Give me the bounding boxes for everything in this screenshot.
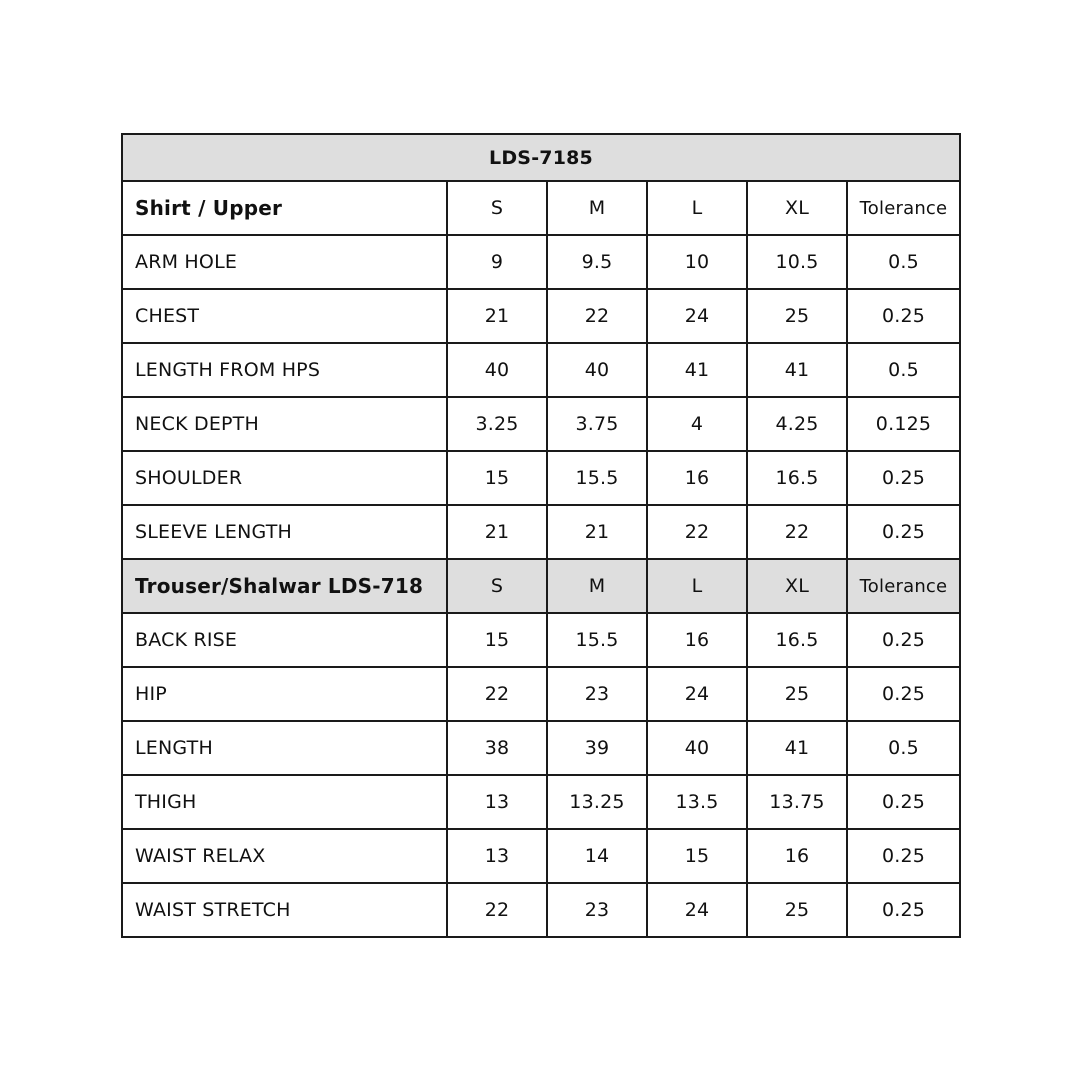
size-value: 4 [647,397,747,451]
size-value: 13 [447,775,547,829]
size-value: 22 [447,883,547,937]
size-header-xl: XL [747,559,847,613]
trouser-header-row [122,559,960,613]
size-value: 16.5 [747,451,847,505]
size-value: 13.75 [747,775,847,829]
size-value: 15.5 [547,451,647,505]
size-header-m: M [547,181,647,235]
size-value: 24 [647,289,747,343]
size-value: 25 [747,883,847,937]
size-value: 14 [547,829,647,883]
size-value: 4.25 [747,397,847,451]
size-value: 22 [547,289,647,343]
size-value: 24 [647,667,747,721]
table-row [122,505,960,559]
size-header-xl: XL [747,181,847,235]
size-value: 24 [647,883,747,937]
size-value: 22 [447,667,547,721]
tolerance-value: 0.25 [847,775,960,829]
size-header-m: M [547,559,647,613]
size-value: 13.5 [647,775,747,829]
measurement-label: WAIST RELAX [122,829,447,883]
size-value: 13 [447,829,547,883]
size-value: 40 [447,343,547,397]
tolerance-value: 0.125 [847,397,960,451]
size-header-l: L [647,559,747,613]
size-value: 16.5 [747,613,847,667]
size-value: 41 [647,343,747,397]
size-value: 40 [647,721,747,775]
size-value: 15.5 [547,613,647,667]
measurement-label: LENGTH FROM HPS [122,343,447,397]
size-value: 15 [447,451,547,505]
chart-title: LDS-7185 [122,134,960,181]
size-value: 22 [647,505,747,559]
size-header-s: S [447,559,547,613]
measurement-label: WAIST STRETCH [122,883,447,937]
size-value: 40 [547,343,647,397]
table-row [122,613,960,667]
size-value: 23 [547,667,647,721]
size-value: 16 [647,613,747,667]
size-value: 9.5 [547,235,647,289]
size-value: 10 [647,235,747,289]
tolerance-value: 0.25 [847,829,960,883]
tolerance-value: 0.5 [847,235,960,289]
table-row [122,721,960,775]
size-value: 39 [547,721,647,775]
size-value: 41 [747,343,847,397]
measurement-label: SHOULDER [122,451,447,505]
size-value: 16 [647,451,747,505]
size-value: 9 [447,235,547,289]
measurement-label: HIP [122,667,447,721]
size-header-s: S [447,181,547,235]
tolerance-header: Tolerance [847,181,960,235]
size-value: 21 [447,289,547,343]
size-value: 13.25 [547,775,647,829]
size-value: 10.5 [747,235,847,289]
size-value: 3.25 [447,397,547,451]
title-row [122,134,960,181]
measurement-label: SLEEVE LENGTH [122,505,447,559]
size-header-l: L [647,181,747,235]
table-row [122,829,960,883]
tolerance-value: 0.25 [847,613,960,667]
size-value: 23 [547,883,647,937]
table-row [122,667,960,721]
size-value: 25 [747,667,847,721]
size-value: 21 [447,505,547,559]
tolerance-value: 0.5 [847,721,960,775]
measurement-label: CHEST [122,289,447,343]
size-value: 38 [447,721,547,775]
size-value: 16 [747,829,847,883]
table-row [122,775,960,829]
size-chart-table [121,133,961,938]
size-value: 15 [647,829,747,883]
tolerance-header: Tolerance [847,559,960,613]
shirt-section-heading: Shirt / Upper [122,181,447,235]
shirt-header-row [122,181,960,235]
tolerance-value: 0.25 [847,667,960,721]
measurement-label: BACK RISE [122,613,447,667]
table-row [122,289,960,343]
size-value: 15 [447,613,547,667]
table-row [122,883,960,937]
tolerance-value: 0.5 [847,343,960,397]
tolerance-value: 0.25 [847,505,960,559]
tolerance-value: 0.25 [847,289,960,343]
size-value: 41 [747,721,847,775]
table-row [122,397,960,451]
tolerance-value: 0.25 [847,451,960,505]
measurement-label: ARM HOLE [122,235,447,289]
trouser-section-heading: Trouser/Shalwar LDS-718 [122,559,447,613]
table-row [122,235,960,289]
size-value: 21 [547,505,647,559]
table-row [122,343,960,397]
size-value: 22 [747,505,847,559]
tolerance-value: 0.25 [847,883,960,937]
table-row [122,451,960,505]
size-value: 3.75 [547,397,647,451]
measurement-label: LENGTH [122,721,447,775]
measurement-label: NECK DEPTH [122,397,447,451]
size-value: 25 [747,289,847,343]
measurement-label: THIGH [122,775,447,829]
